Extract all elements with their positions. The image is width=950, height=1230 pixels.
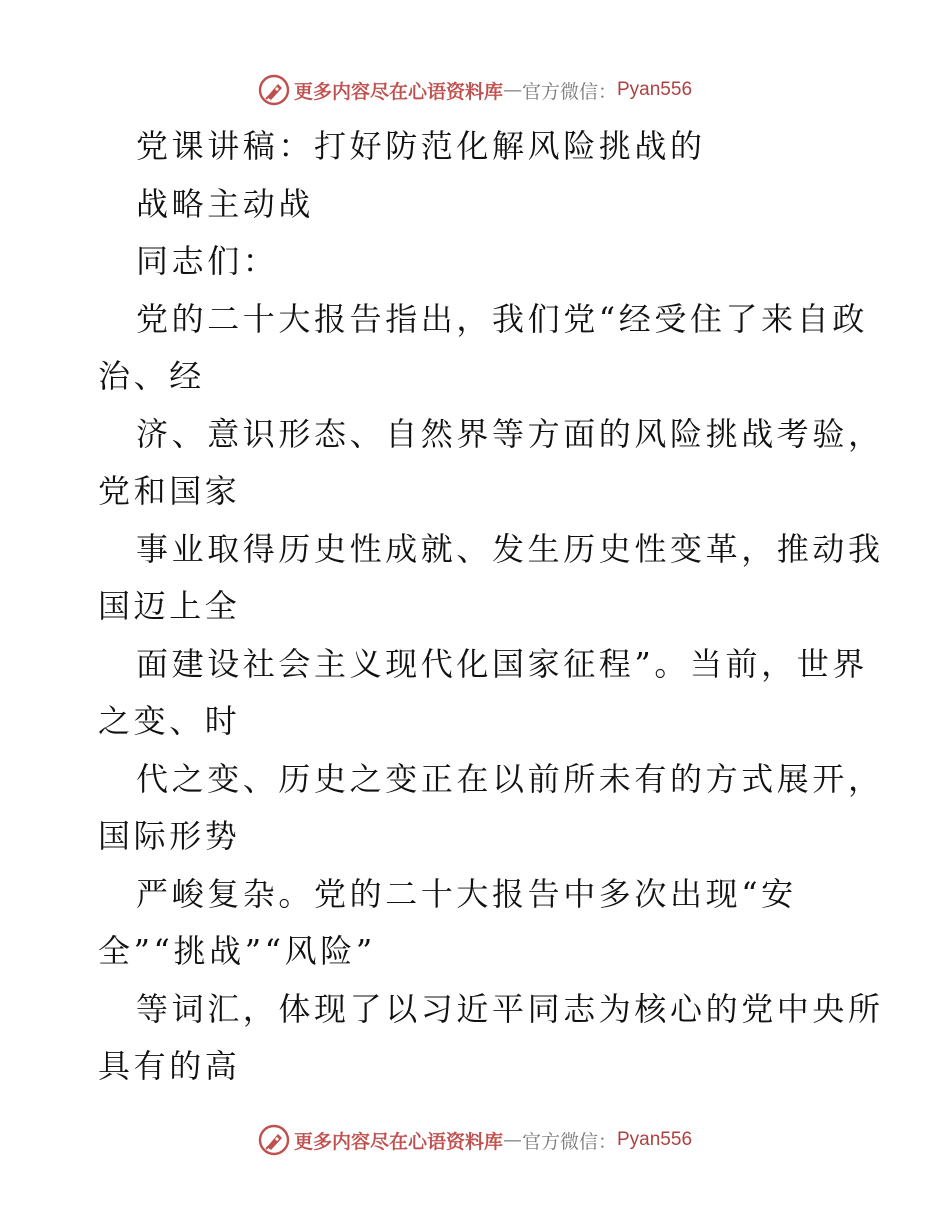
banner-dash: —: [502, 79, 522, 101]
doc-line: 全”“挑战”“风险”: [98, 932, 376, 970]
banner-wechat-id: Pyan556: [617, 1129, 693, 1150]
banner-wechat-id: Pyan556: [617, 79, 693, 100]
doc-line: 党和国家: [98, 472, 241, 510]
banner-main-text: 更多内容尽在心语资料库: [293, 80, 503, 103]
doc-line: 代之变、历史之变正在以前所未有的方式展开，: [136, 759, 884, 798]
banner-wechat-label: 官方微信：: [521, 1130, 617, 1153]
doc-line: 治、经: [98, 357, 205, 395]
footer-banner: [0, 1120, 950, 1160]
doc-line: 具有的高: [98, 1047, 241, 1085]
doc-title-line-2: 战略主动战: [136, 184, 315, 223]
doc-line: 等词汇，体现了以习近平同志为核心的党中央所: [136, 989, 884, 1028]
banner-dash: —: [502, 1129, 522, 1151]
doc-line: 面建设社会主义现代化国家征程”。当前，世界: [136, 644, 868, 683]
doc-title-line-1: 党课讲稿：打好防范化解风险挑战的: [136, 127, 706, 165]
banner-main-text: 更多内容尽在心语资料库: [293, 1130, 503, 1153]
banner-wechat-label: 官方微信：: [521, 80, 617, 103]
pen-nib-logo-icon: [258, 1124, 290, 1156]
doc-line: 事业取得历史性成就、发生历史性变革，推动我: [136, 529, 884, 568]
doc-line: 国际形势: [98, 817, 241, 855]
doc-line: 严峻复杂。党的二十大报告中多次出现“安: [136, 874, 797, 913]
header-banner: [0, 70, 950, 110]
doc-line: 党的二十大报告指出，我们党“经受住了来自政: [136, 299, 868, 338]
doc-line: 之变、时: [98, 702, 241, 740]
document-body: [98, 118, 884, 1096]
doc-line: 国迈上全: [98, 587, 241, 625]
pen-nib-logo-icon: [258, 74, 290, 106]
doc-salutation: 同志们：: [136, 242, 279, 280]
doc-line: 济、意识形态、自然界等方面的风险挑战考验，: [136, 414, 884, 453]
